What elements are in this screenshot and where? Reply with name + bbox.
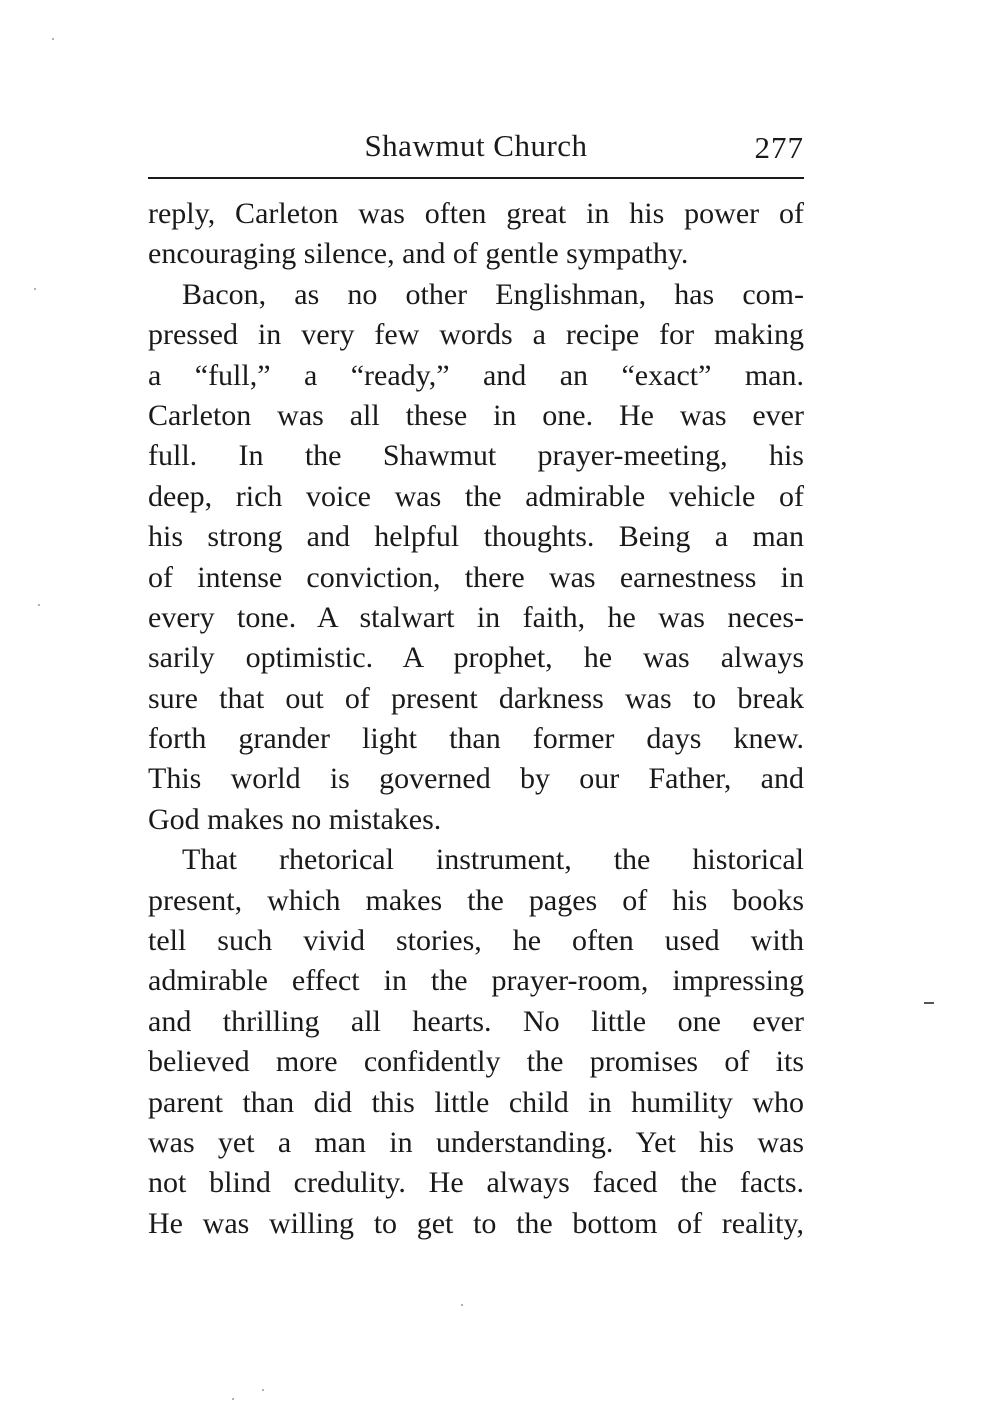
text-line: This world is governed by our Father, and — [148, 762, 804, 796]
text-line: Bacon, as no other Englishman, has com- — [182, 277, 804, 311]
text-line: He was willing to get to the bottom of reality, — [148, 1206, 804, 1240]
text-line: sarily optimistic. A prophet, he was always — [148, 641, 804, 675]
text-line: deep, rich voice was the admirable vehicle of — [148, 479, 804, 513]
text-line: parent than did this little child in humility who — [148, 1085, 804, 1119]
text-line: a “full,” a “ready,” and an “exact” man. — [148, 358, 804, 392]
paper-speck — [461, 1304, 463, 1306]
text-line: and thrilling all hearts. No little one ever — [148, 1004, 804, 1038]
text-line: believed more confidently the promises of its — [148, 1045, 804, 1079]
text-line: his strong and helpful thoughts. Being a man — [148, 520, 804, 554]
text-line: That rhetorical instrument, the historical — [182, 843, 804, 877]
page-number: 277 — [754, 130, 804, 165]
running-title: Shawmut Church — [364, 128, 588, 163]
margin-mark — [924, 1002, 934, 1004]
text-line: God makes no mistakes. — [148, 802, 442, 836]
text-line: was yet a man in understanding. Yet his was — [148, 1125, 804, 1159]
text-line: of intense conviction, there was earnestness in — [148, 560, 804, 594]
paper-speck — [52, 38, 54, 40]
text-line: forth grander light than former days knew. — [148, 722, 804, 756]
text-line: sure that out of present darkness was to break — [148, 681, 804, 715]
text-line: admirable effect in the prayer-room, impressing — [148, 964, 804, 998]
text-line: encouraging silence, and of gentle sympathy. — [148, 237, 689, 271]
page-header — [148, 122, 804, 170]
paper-speck — [262, 1389, 264, 1391]
text-line: Carleton was all these in one. He was ever — [148, 398, 804, 432]
paper-speck — [34, 288, 36, 290]
header-rule — [148, 177, 804, 179]
text-line: not blind credulity. He always faced the facts. — [148, 1166, 804, 1200]
text-line: reply, Carleton was often great in his power of — [148, 197, 804, 230]
body-text — [148, 194, 804, 1244]
text-line: tell such vivid stories, he often used with — [148, 924, 804, 958]
paper-speck — [232, 1398, 234, 1400]
text-line: present, which makes the pages of his books — [148, 883, 804, 917]
paper-speck — [38, 604, 40, 606]
text-line: every tone. A stalwart in faith, he was neces- — [148, 600, 804, 634]
text-line: pressed in very few words a recipe for making — [148, 318, 804, 352]
text-line: full. In the Shawmut prayer-meeting, his — [148, 439, 804, 473]
